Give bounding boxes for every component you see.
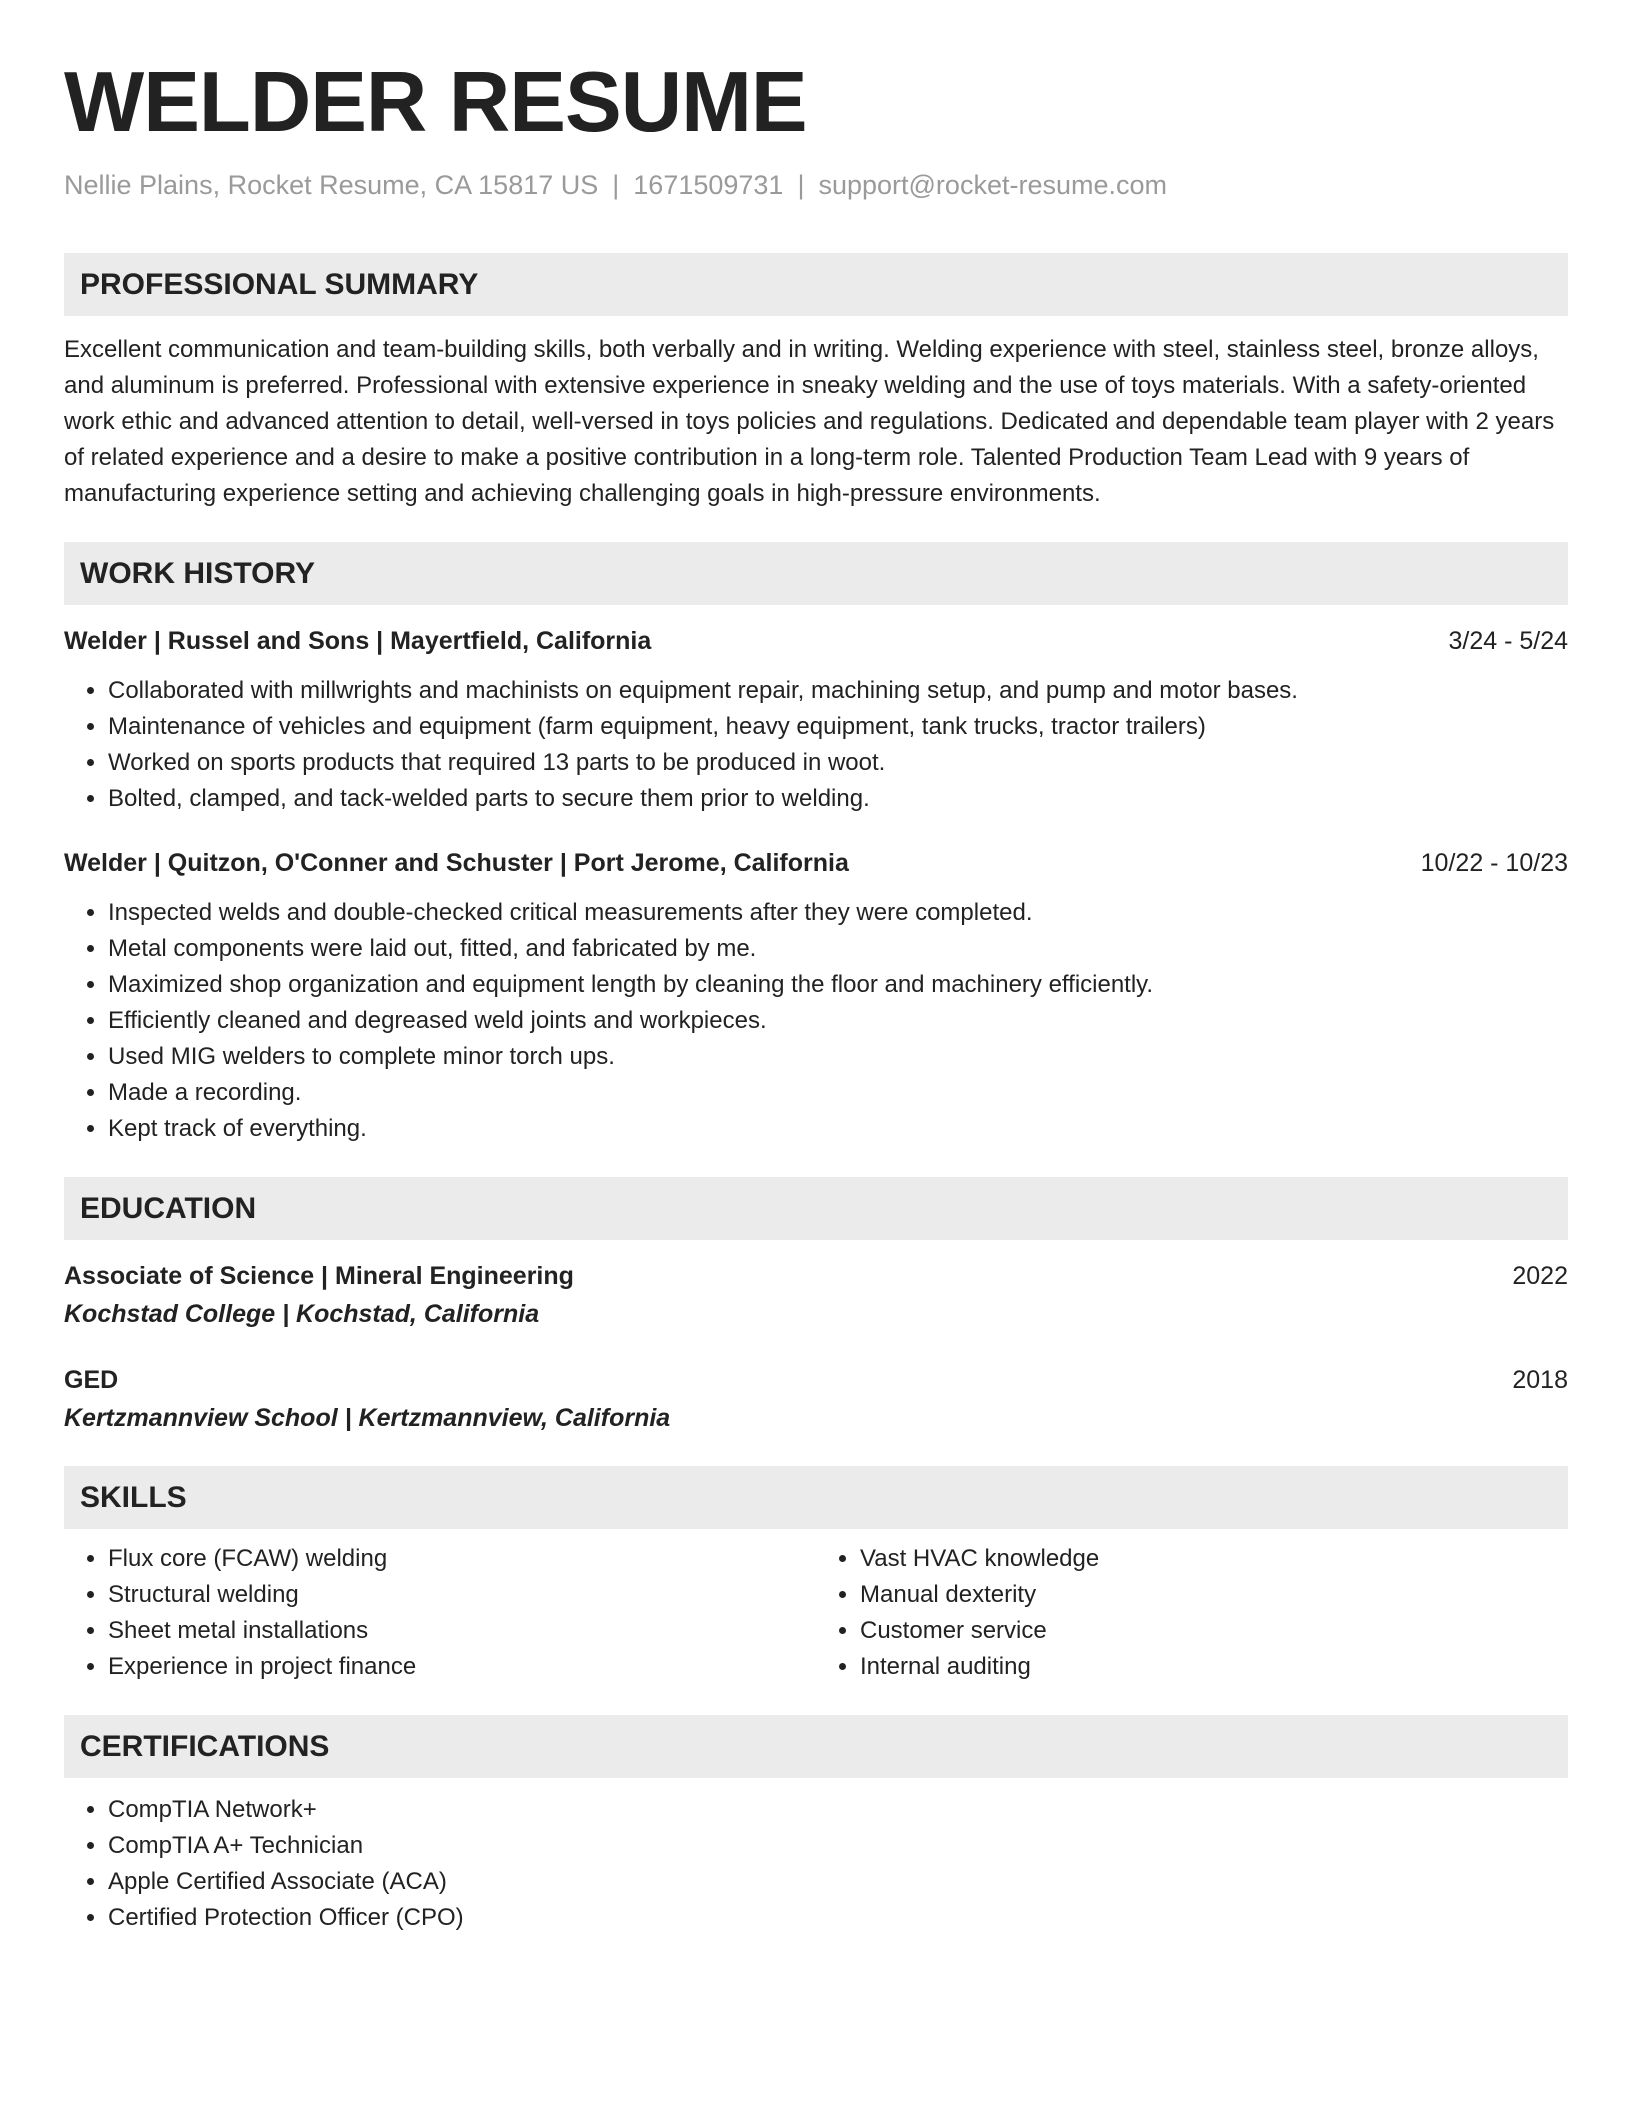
certifications-heading: CERTIFICATIONS xyxy=(64,1715,1568,1778)
contact-address: Nellie Plains, Rocket Resume, CA 15817 US xyxy=(64,170,599,200)
list-item: • Internal auditing xyxy=(860,1649,1568,1685)
job-title: Welder | Quitzon, O'Conner and Schuster | Port Jerome, California xyxy=(64,849,849,878)
list-item: • Maintenance of vehicles and equipment (farm equipment, heavy equipment, tank trucks, tractor trailers) xyxy=(108,709,1568,745)
list-item: • Used MIG welders to complete minor torch ups. xyxy=(108,1039,1568,1075)
list-item: • Apple Certified Associate (ACA) xyxy=(108,1864,1568,1900)
education-entry xyxy=(64,1362,1568,1436)
list-item: • Customer service xyxy=(860,1613,1568,1649)
summary-heading: PROFESSIONAL SUMMARY xyxy=(64,253,1568,316)
contact-separator: | xyxy=(612,170,620,200)
contact-email: support@rocket-resume.com xyxy=(818,170,1167,200)
skills-list xyxy=(64,1541,1568,1685)
job-duties xyxy=(64,673,1568,817)
education-year: 2022 xyxy=(1512,1262,1568,1291)
list-item: • Inspected welds and double-checked critical measurements after they were completed. xyxy=(108,895,1568,931)
list-item: • Collaborated with millwrights and machinists on equipment repair, machining setup, and pump and motor bases. xyxy=(108,673,1568,709)
list-item: • Experience in project finance xyxy=(108,1649,816,1685)
job-dates: 3/24 - 5/24 xyxy=(1448,627,1568,656)
education-school: Kochstad College | Kochstad, California xyxy=(64,1300,540,1329)
list-item: • Made a recording. xyxy=(108,1075,1568,1111)
list-item: • Sheet metal installations xyxy=(108,1613,816,1649)
list-item: • Vast HVAC knowledge xyxy=(860,1541,1568,1577)
job-duties xyxy=(64,895,1568,1147)
education-entry xyxy=(64,1258,1568,1332)
list-item: • Worked on sports products that required 13 parts to be produced in woot. xyxy=(108,745,1568,781)
job-dates: 10/22 - 10/23 xyxy=(1420,849,1568,878)
list-item: • Flux core (FCAW) welding xyxy=(108,1541,816,1577)
list-item: • Structural welding xyxy=(108,1577,816,1613)
work-history-heading: WORK HISTORY xyxy=(64,542,1568,605)
list-item: • Maximized shop organization and equipment length by cleaning the floor and machinery efficiently. xyxy=(108,967,1568,1003)
list-item: • Metal components were laid out, fitted, and fabricated by me. xyxy=(108,931,1568,967)
education-heading: EDUCATION xyxy=(64,1177,1568,1240)
job-entry xyxy=(64,623,1568,817)
skills-column-right xyxy=(816,1541,1568,1685)
list-item: • Manual dexterity xyxy=(860,1577,1568,1613)
education-school: Kertzmannview School | Kertzmannview, California xyxy=(64,1404,671,1433)
contact-line xyxy=(64,168,1568,203)
contact-separator: | xyxy=(797,170,805,200)
skills-column-left xyxy=(64,1541,816,1685)
resume-title: WELDER RESUME xyxy=(64,55,807,150)
skills-heading: SKILLS xyxy=(64,1466,1568,1529)
contact-phone: 1671509731 xyxy=(633,170,784,200)
list-item: • CompTIA Network+ xyxy=(108,1792,1568,1828)
list-item: • Bolted, clamped, and tack-welded parts to secure them prior to welding. xyxy=(108,781,1568,817)
education-degree: GED xyxy=(64,1366,119,1395)
list-item: • Efficiently cleaned and degreased weld joints and workpieces. xyxy=(108,1003,1568,1039)
certifications-list xyxy=(64,1792,1568,1936)
list-item: • Certified Protection Officer (CPO) xyxy=(108,1900,1568,1936)
job-title: Welder | Russel and Sons | Mayertfield, California xyxy=(64,627,652,656)
education-degree: Associate of Science | Mineral Engineering xyxy=(64,1262,574,1291)
job-entry xyxy=(64,845,1568,1147)
summary-text: Excellent communication and team-building skills, both verbally and in writing. Welding experience with steel, stainless steel, bronze alloys, and aluminum is preferred. Professional with extensive experience in sneaky welding and the use of toys materials. With a safety-oriented work ethic and advanced attention to detail, well-versed in toys policies and regulations. Dedicated and dependable team player with 2 years of related experience and a desire to make a positive contribution in a long-term role. Talented Production Team Lead with 9 years of manufacturing experience setting and achieving challenging goals in high-pressure environments. xyxy=(64,336,1555,508)
education-year: 2018 xyxy=(1512,1366,1568,1395)
list-item: • CompTIA A+ Technician xyxy=(108,1828,1568,1864)
list-item: • Kept track of everything. xyxy=(108,1111,1568,1147)
